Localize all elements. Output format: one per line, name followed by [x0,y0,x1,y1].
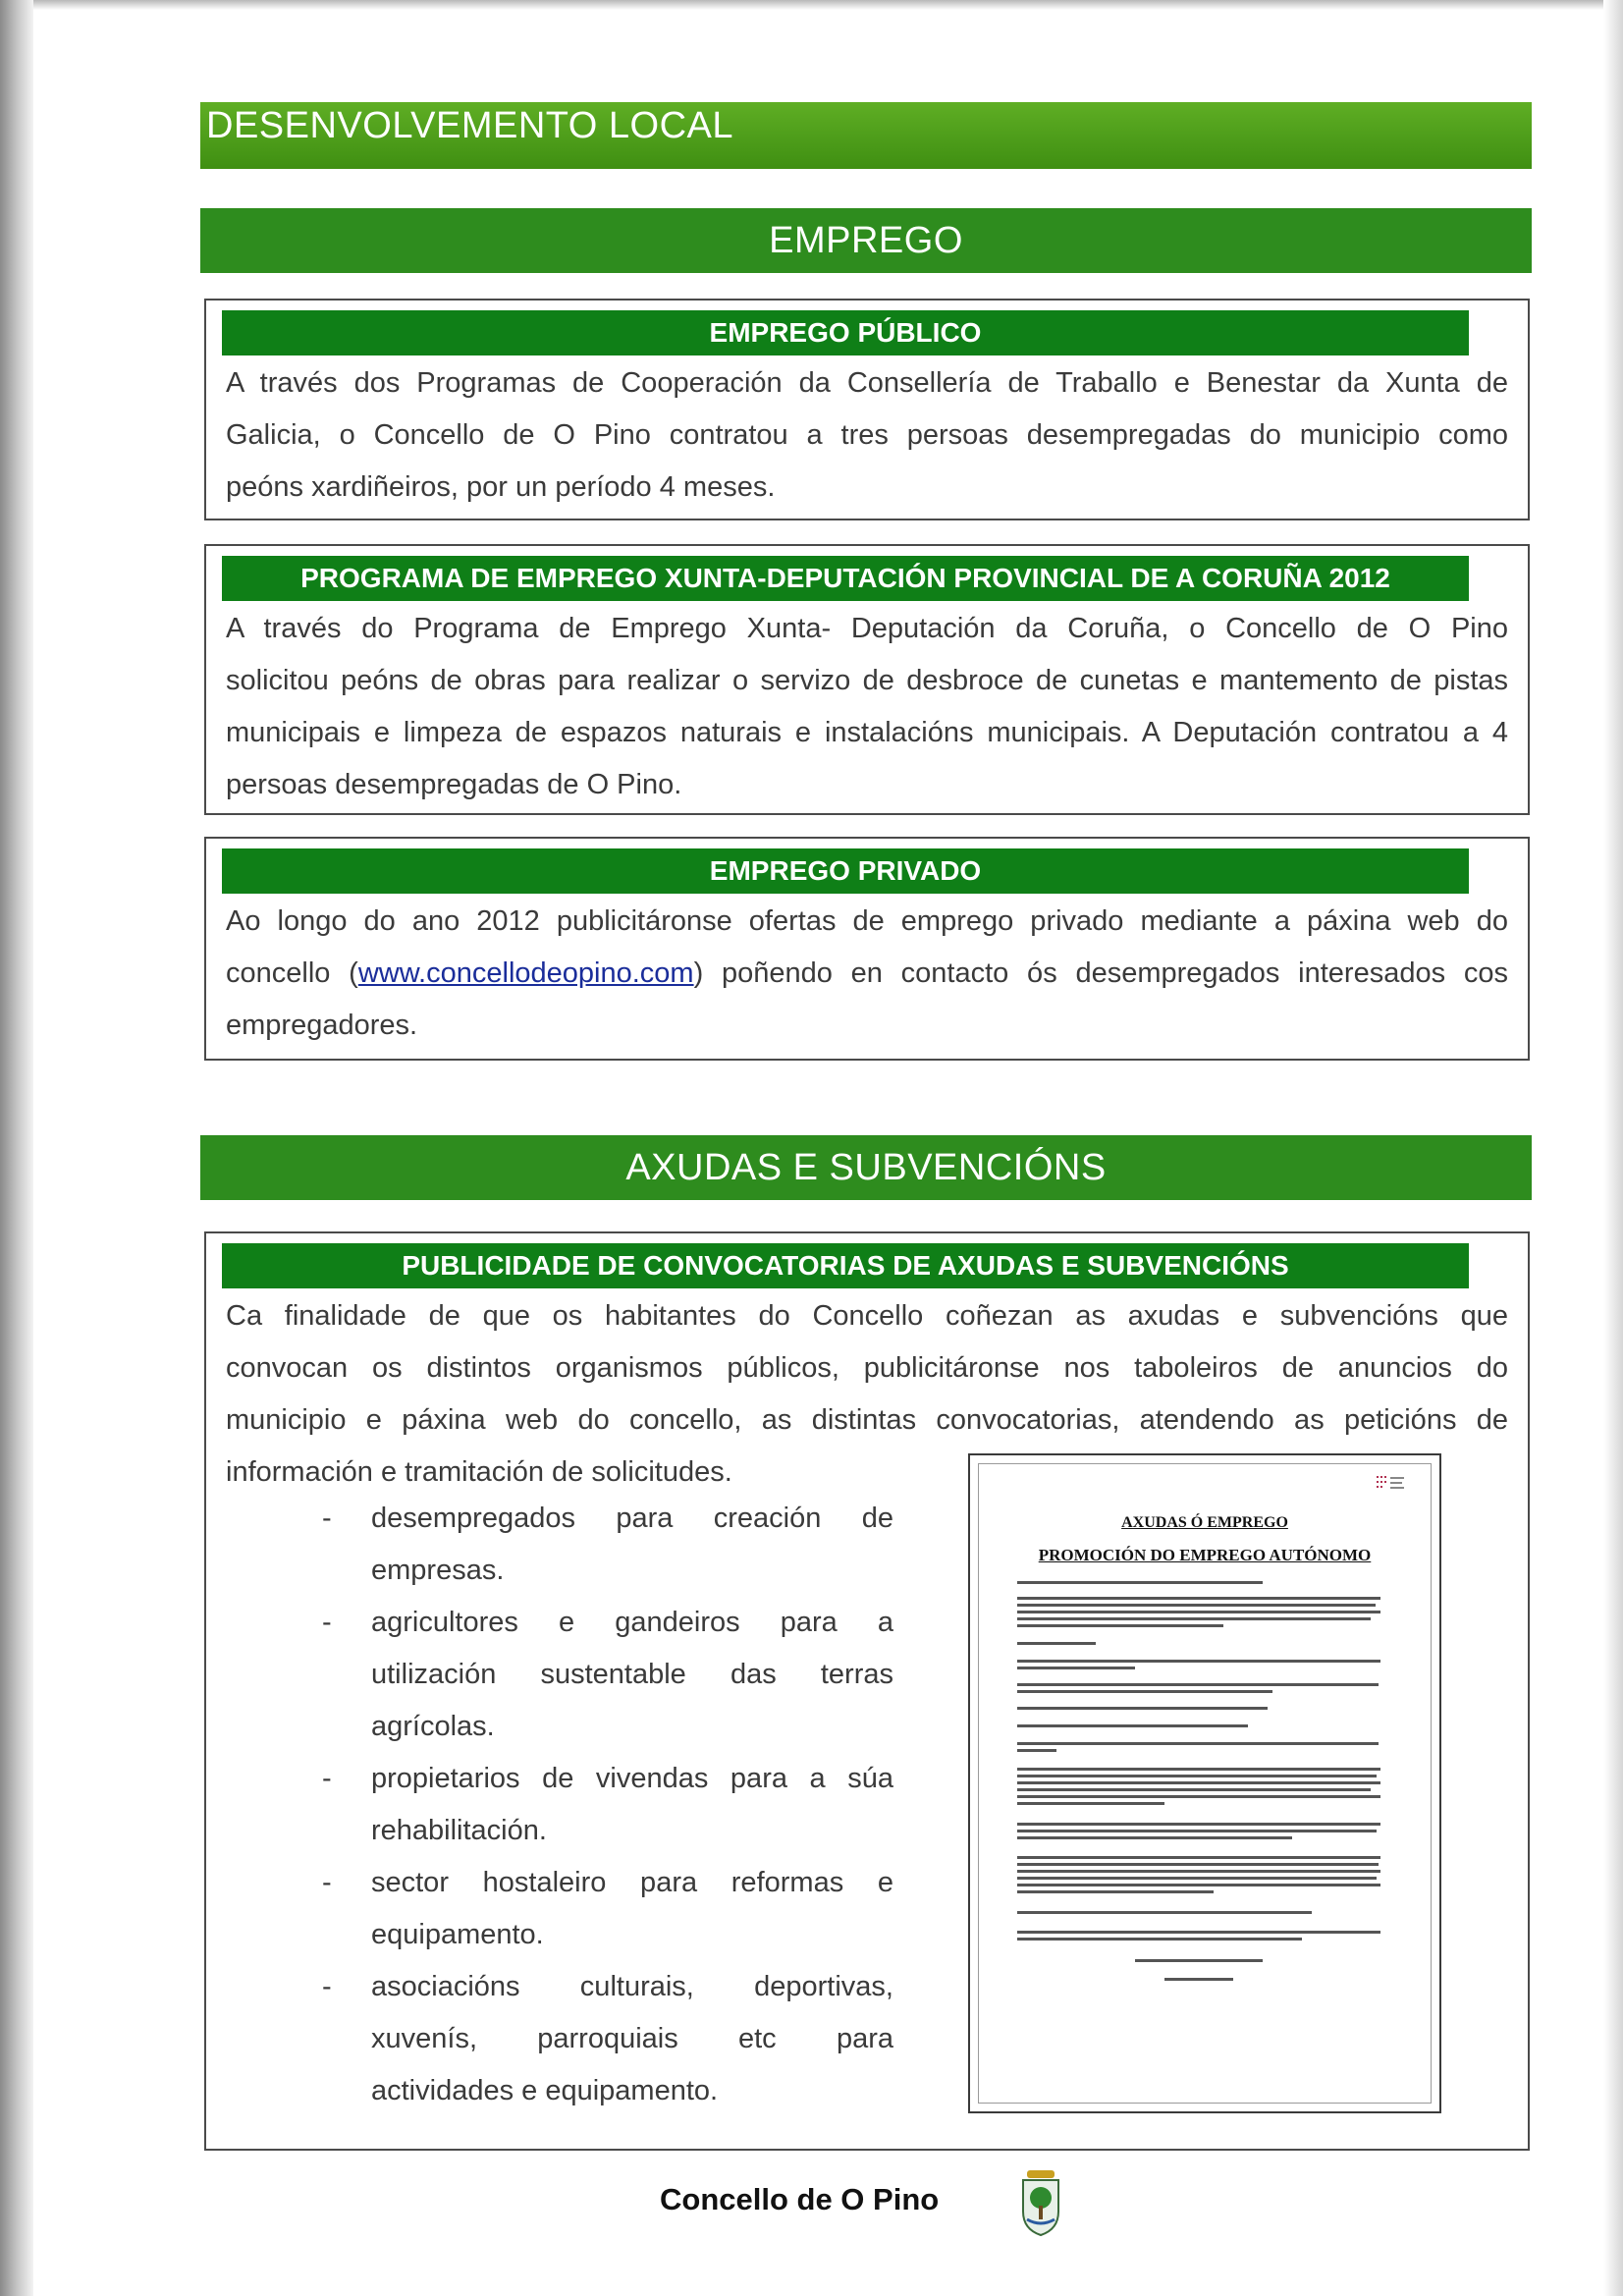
list-item [314,1753,893,1857]
list-item-line: agricultores e gandeiros para a [371,1607,893,1638]
section-title-axudas: AXUDAS E SUBVENCIÓNS [200,1135,1532,1200]
list-item-line: propietarios de vivendas para a súa [371,1763,893,1794]
box-text-emprego-publico [226,357,1508,514]
footer-concello-name: Concello de O Pino [660,2182,940,2216]
list-item [314,1597,893,1753]
text-line: Galicia, o Concello de O Pino contratou a tres persoas desempregadas do municipio como [226,419,1508,451]
text-line: solicitou peóns de obras para realizar o servizo de desbroce de cunetas e mantemento de pistas [226,665,1508,696]
list-dash: - [322,1503,332,1534]
box-title-publicidade: PUBLICIDADE DE CONVOCATORIAS DE AXUDAS E SUBVENCIÓNS [222,1243,1469,1288]
section-title-emprego: EMPREGO [200,208,1532,273]
text-fragment: concello ( [226,957,358,989]
list-item [314,1961,893,2117]
list-item-line: utilización sustentable das terras [371,1659,893,1690]
box-title-emprego-privado: EMPREGO PRIVADO [222,848,1469,894]
text-line: convocan os distintos organismos públicos, publicitáronse nos taboleiros de anuncios do [226,1352,1508,1384]
poster-subtitle: PROMOCIÓN DO EMPREGO AUTÓNOMO [1038,1546,1372,1564]
text-line: peóns xardiñeiros, por un período 4 meses. [226,471,776,503]
box-title-emprego-publico: EMPREGO PÚBLICO [222,310,1469,355]
poster-title: AXUDAS Ó EMPREGO [1121,1514,1288,1531]
text-line: empregadores. [226,1010,418,1041]
text-line [226,948,1508,1000]
list-item-line: sector hostaleiro para reformas e [371,1867,893,1898]
page-left-binding-shadow [0,0,33,2296]
list-dash: - [322,1763,332,1794]
text-line: información e tramitación de solicitudes. [226,1456,732,1488]
text-line: persoas desempregadas de O Pino. [226,769,682,800]
page-header-title: DESENVOLVEMENTO LOCAL [200,102,1532,169]
list-item [314,1493,893,1597]
box-title-programa-emprego: PROGRAMA DE EMPREGO XUNTA-DEPUTACIÓN PROVINCIAL DE A CORUÑA 2012 [222,556,1469,601]
text-line: A través do Programa de Emprego Xunta- Deputación da Coruña, o Concello de O Pino [226,613,1508,644]
box-emprego-privado [204,837,1530,1061]
page-right-shadow [1603,0,1623,2296]
text-line: A través dos Programas de Cooperación da Consellería de Traballo e Benestar da Xunta de [226,367,1508,399]
list-item-line: equipamento. [371,1919,544,1950]
list-dash: - [322,1971,332,2002]
list-dash: - [322,1867,332,1898]
concello-website-link[interactable]: www.concellodeopino.com [357,957,694,989]
text-line: municipio e páxina web do concello, as distintas convocatorias, atendendo as peticións de [226,1404,1508,1436]
box-text-emprego-privado [226,896,1508,1052]
list-item-line: asociacións culturais, deportivas, [371,1971,893,2002]
list-item-line: actividades e equipamento. [371,2075,719,2106]
list-item-line: xuvenís, parroquiais etc para [371,2023,893,2054]
list-item-line: agrícolas. [371,1711,495,1742]
text-line: Ao longo do ano 2012 publicitáronse ofertas de emprego privado mediante a páxina web do [226,905,1508,937]
axudas-poster-image [968,1453,1441,2113]
text-line: municipais e limpeza de espazos naturais e instalacións municipais. A Deputación contratou a 4 [226,717,1508,748]
list-dash: - [322,1607,332,1638]
list-item [314,1857,893,1961]
text-line: Ca finalidade de que os habitantes do Concello coñezan as axudas e subvencións que [226,1300,1508,1332]
list-item-line: rehabilitación. [371,1815,547,1846]
list-item-line: desempregados para creación de [371,1503,893,1534]
coat-of-arms-icon [1017,2168,1064,2237]
beneficiaries-list [314,1493,893,2117]
poster-body-text-lines [1017,1581,1390,2092]
box-emprego-publico [204,299,1530,520]
page-top-shadow [0,0,1623,10]
text-fragment: ) poñendo en contacto ós desempregados interesados cos [693,957,1508,989]
box-programa-emprego [204,544,1530,815]
box-text-programa-emprego [226,603,1508,811]
xunta-logo-icon [1375,1473,1410,1495]
list-item-line: empresas. [371,1555,505,1586]
